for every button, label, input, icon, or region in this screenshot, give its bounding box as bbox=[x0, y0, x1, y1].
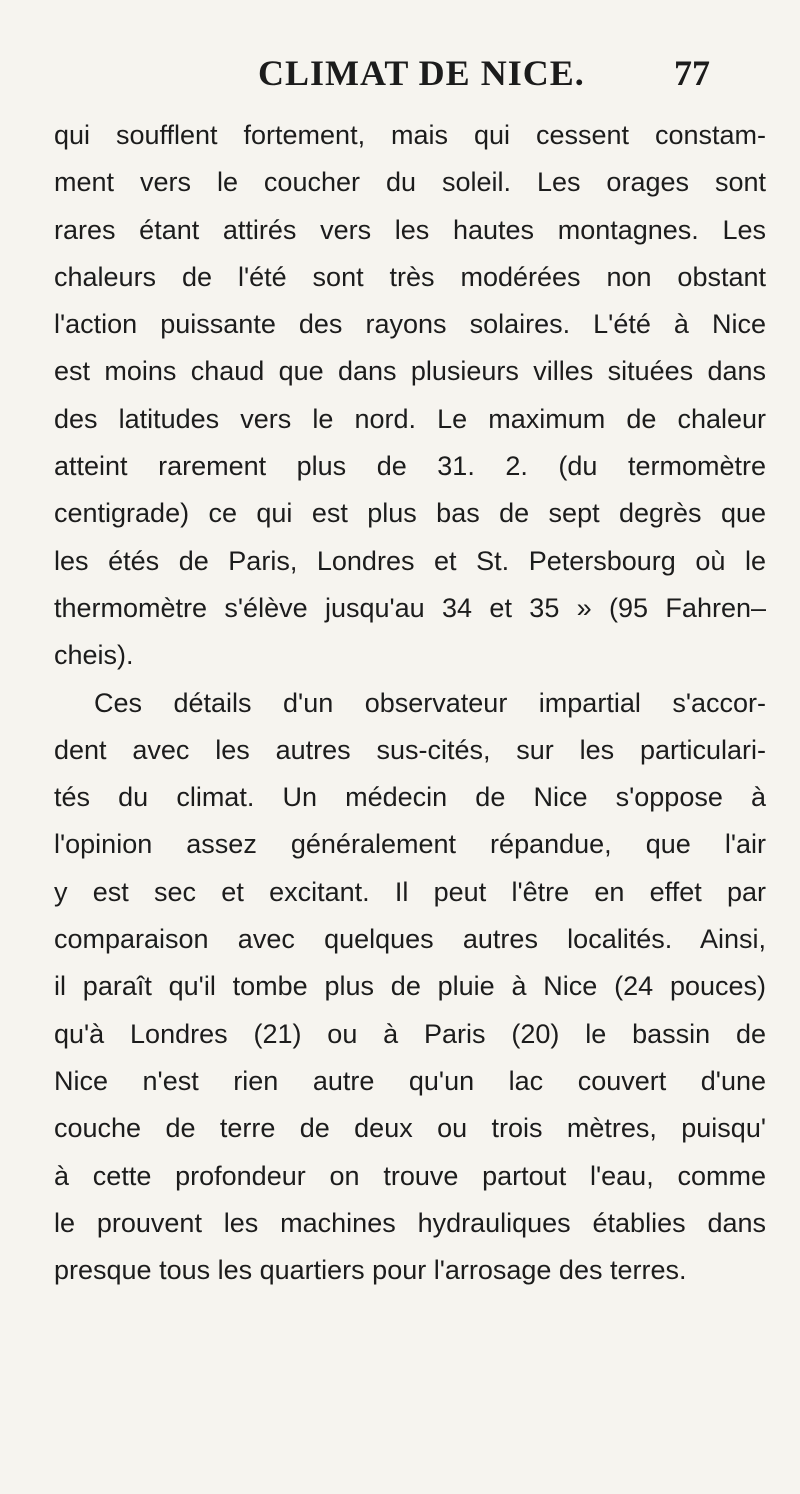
text-line: presque tous les quartiers pour l'arrosage des terres. bbox=[54, 1255, 687, 1286]
text-line: les étés de Paris, Londres et St. Petersbourg où le bbox=[54, 545, 766, 576]
text-line: centigrade) ce qui est plus bas de sept degrès que bbox=[54, 498, 766, 529]
running-head-title: CLIMAT DE NICE. bbox=[258, 53, 585, 93]
body-text bbox=[54, 112, 766, 1294]
text-line: des latitudes vers le nord. Le maximum de chaleur bbox=[54, 403, 766, 434]
text-line: chaleurs de l'été sont très modérées non obstant bbox=[54, 261, 766, 292]
text-line: qui soufflent fortement, mais qui cessent constam- bbox=[54, 120, 766, 150]
text-line: thermomètre s'élève jusqu'au 34 et 35 » (95 Fahren– bbox=[54, 592, 766, 623]
text-line: le prouvent les machines hydrauliques établies dans bbox=[54, 1207, 766, 1238]
text-line: l'opinion assez généralement répandue, que l'air bbox=[54, 829, 766, 860]
text-line: rares étant attirés vers les hautes montagnes. Les bbox=[54, 214, 766, 245]
text-line: y est sec et excitant. Il peut l'être en effet par bbox=[54, 876, 766, 907]
running-head bbox=[0, 52, 800, 102]
text-line: est moins chaud que dans plusieurs villes situées dans bbox=[54, 356, 766, 387]
text-line: Ces détails d'un observateur impartial s'accor- bbox=[94, 687, 766, 718]
text-line: couche de terre de deux ou trois mètres, puisqu' bbox=[54, 1113, 766, 1144]
text-line: Nice n'est rien autre qu'un lac couvert d'une bbox=[54, 1065, 766, 1096]
text-line: dent avec les autres sus-cités, sur les particulari- bbox=[54, 734, 766, 765]
text-line: qu'à Londres (21) ou à Paris (20) le bassin de bbox=[54, 1018, 766, 1049]
text-line: tés du climat. Un médecin de Nice s'oppose à bbox=[54, 782, 766, 813]
page-number: 77 bbox=[674, 53, 710, 93]
text-line: atteint rarement plus de 31. 2. (du termomètre bbox=[54, 451, 766, 482]
text-line: l'action puissante des rayons solaires. L'été à Nice bbox=[54, 309, 766, 340]
text-line: ment vers le coucher du soleil. Les orages sont bbox=[54, 167, 766, 198]
text-line: à cette profondeur on trouve partout l'eau, comme bbox=[54, 1160, 766, 1191]
text-line: il paraît qu'il tombe plus de pluie à Nice (24 pouces) bbox=[54, 971, 766, 1002]
text-line: comparaison avec quelques autres localités. Ainsi, bbox=[54, 924, 766, 955]
text-line: cheis). bbox=[54, 640, 134, 671]
